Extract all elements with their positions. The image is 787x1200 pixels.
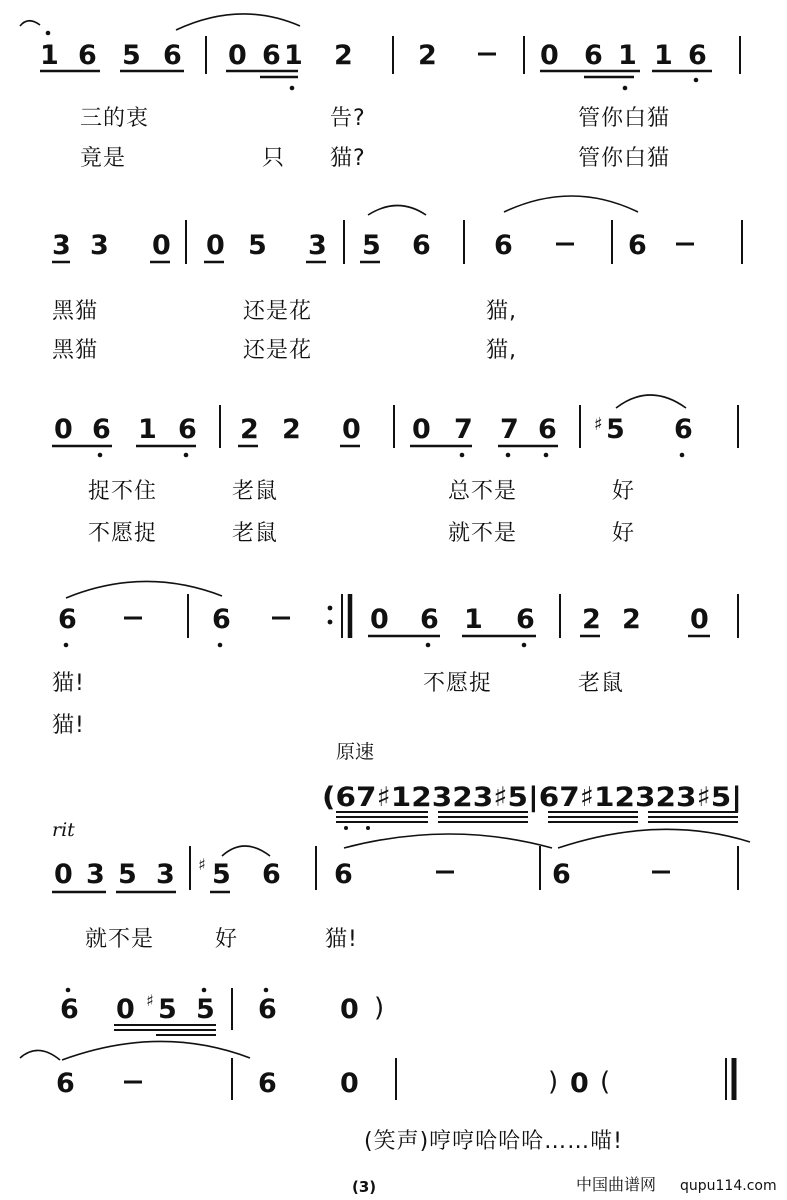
row-7 — [20, 1041, 734, 1154]
svg-text:6: 6 — [420, 604, 439, 635]
svg-text:6: 6 — [262, 859, 281, 890]
row-5 — [52, 819, 750, 952]
lyric-verse2-row2-b: 还是花 — [243, 338, 313, 363]
svg-text:6: 6 — [262, 40, 281, 71]
svg-text:6: 6 — [212, 604, 231, 635]
svg-text:2: 2 — [282, 414, 301, 445]
lyric-verse2-row3-a: 不愿捉 — [88, 521, 158, 546]
svg-text:0: 0 — [412, 414, 431, 445]
svg-text:5: 5 — [158, 994, 177, 1025]
svg-text:7: 7 — [500, 414, 519, 445]
page-number: (3) — [352, 1178, 377, 1196]
lyric-verse2-row3-b: 老鼠 — [232, 521, 279, 546]
lyric-verse2-row1-a: 竟是 — [80, 146, 127, 171]
svg-text:3: 3 — [156, 859, 175, 890]
svg-text:0: 0 — [54, 859, 73, 890]
svg-text:0: 0 — [370, 604, 389, 635]
lyric-verse1-row3-b: 老鼠 — [232, 479, 279, 504]
svg-text:0: 0 — [340, 994, 359, 1025]
instrumental-notes: (67♯12323♯5|67♯12323♯5| — [322, 782, 742, 813]
svg-text:6: 6 — [494, 230, 513, 261]
svg-text:6: 6 — [92, 414, 111, 445]
svg-text:♯: ♯ — [594, 414, 603, 435]
svg-text:2: 2 — [582, 604, 601, 635]
svg-text:6: 6 — [56, 1068, 75, 1099]
svg-text:6: 6 — [538, 414, 557, 445]
lyric-row5-c: 猫! — [325, 927, 358, 952]
svg-text:0: 0 — [116, 994, 135, 1025]
svg-text:0: 0 — [342, 414, 361, 445]
lyric-verse1-row2-b: 还是花 — [243, 299, 313, 324]
lyric-verse2-row1-d: 管你白猫 — [578, 146, 671, 171]
lyric-verse1-row3-a: 捉不住 — [88, 479, 158, 504]
svg-text:6: 6 — [60, 994, 79, 1025]
svg-text:7: 7 — [454, 414, 473, 445]
svg-text:5: 5 — [212, 859, 231, 890]
lyric-verse1-row2-c: 猫, — [486, 299, 517, 324]
svg-text:): ) — [548, 1067, 559, 1097]
lyric-verse2-row1-c: 猫? — [330, 146, 366, 171]
lyric-row5-b: 好 — [215, 927, 239, 952]
row-4 — [52, 581, 738, 738]
watermark — [576, 1175, 777, 1194]
svg-text:6: 6 — [163, 40, 182, 71]
lyric-verse2-row2-a: 黑猫 — [52, 338, 99, 363]
svg-text:0: 0 — [152, 230, 171, 261]
lyric-verse2-row3-d: 好 — [612, 521, 636, 546]
svg-text:1: 1 — [654, 40, 673, 71]
watermark-url: qupu114.com — [680, 1178, 777, 1194]
svg-text:5: 5 — [122, 40, 141, 71]
svg-text:6: 6 — [258, 994, 277, 1025]
lyric-verse1-row1-c: 管你白猫 — [578, 106, 671, 131]
lyric-row5-a: 就不是 — [85, 927, 155, 952]
svg-text:6: 6 — [688, 40, 707, 71]
row-1 — [20, 14, 740, 171]
svg-text:0: 0 — [690, 604, 709, 635]
svg-text:2: 2 — [240, 414, 259, 445]
svg-text:1: 1 — [618, 40, 637, 71]
svg-text:6: 6 — [516, 604, 535, 635]
row-3 — [52, 395, 738, 546]
laugh-line: (笑声)哼哼哈哈哈……喵! — [364, 1129, 623, 1154]
svg-text:2: 2 — [622, 604, 641, 635]
svg-text:5: 5 — [248, 230, 267, 261]
svg-text:♯: ♯ — [198, 855, 206, 874]
lyric-verse1-row3-c: 总不是 — [448, 479, 518, 504]
svg-text:0: 0 — [540, 40, 559, 71]
svg-text:3: 3 — [308, 230, 327, 261]
svg-text:0: 0 — [570, 1068, 589, 1099]
svg-text:1: 1 — [464, 604, 483, 635]
svg-text:3: 3 — [52, 230, 71, 261]
lyric-verse1-row1-a: 三的衷 — [80, 106, 150, 131]
lyric-verse1-row4-b: 不愿捉 — [423, 671, 493, 696]
svg-text:6: 6 — [58, 604, 77, 635]
svg-text:0: 0 — [54, 414, 73, 445]
svg-text:3: 3 — [86, 859, 105, 890]
lyric-verse2-row1-b: 只 — [262, 146, 286, 171]
svg-text:): ) — [374, 993, 385, 1023]
svg-text:6: 6 — [334, 859, 353, 890]
tempo-mark: 原速 — [336, 741, 375, 763]
svg-text:2: 2 — [334, 40, 353, 71]
row-2 — [52, 196, 742, 363]
svg-text:0: 0 — [228, 40, 247, 71]
lyric-verse1-row4-a: 猫! — [52, 671, 85, 696]
svg-text:5: 5 — [196, 994, 215, 1025]
instrumental-line — [322, 741, 742, 830]
rit-mark: rit — [52, 819, 75, 841]
svg-text:3: 3 — [90, 230, 109, 261]
svg-text:0: 0 — [206, 230, 225, 261]
svg-text:(: ( — [600, 1067, 611, 1097]
svg-text:6: 6 — [258, 1068, 277, 1099]
lyric-verse1-row3-d: 好 — [612, 479, 636, 504]
lyric-verse1-row2-a: 黑猫 — [52, 299, 99, 324]
svg-text:1: 1 — [284, 40, 303, 71]
svg-text:1: 1 — [138, 414, 157, 445]
svg-text:6: 6 — [628, 230, 647, 261]
svg-text:6: 6 — [78, 40, 97, 71]
watermark-logo: 中国曲谱网 — [576, 1175, 657, 1194]
svg-text:6: 6 — [584, 40, 603, 71]
lyric-verse2-row3-c: 就不是 — [448, 521, 518, 546]
svg-text:♯: ♯ — [146, 991, 154, 1010]
svg-text:6: 6 — [674, 414, 693, 445]
svg-text:5: 5 — [606, 414, 625, 445]
svg-text:1: 1 — [40, 40, 59, 71]
svg-text:6: 6 — [552, 859, 571, 890]
svg-text:6: 6 — [178, 414, 197, 445]
svg-text:0: 0 — [340, 1068, 359, 1099]
row-6 — [60, 988, 384, 1035]
svg-text:5: 5 — [362, 230, 381, 261]
svg-text:5: 5 — [118, 859, 137, 890]
lyric-verse1-row1-b: 告? — [330, 106, 366, 131]
lyric-verse2-row4-a: 猫! — [52, 713, 85, 738]
lyric-verse2-row2-c: 猫, — [486, 338, 517, 363]
lyric-verse1-row4-c: 老鼠 — [578, 671, 625, 696]
svg-text:6: 6 — [412, 230, 431, 261]
svg-text:2: 2 — [418, 40, 437, 71]
